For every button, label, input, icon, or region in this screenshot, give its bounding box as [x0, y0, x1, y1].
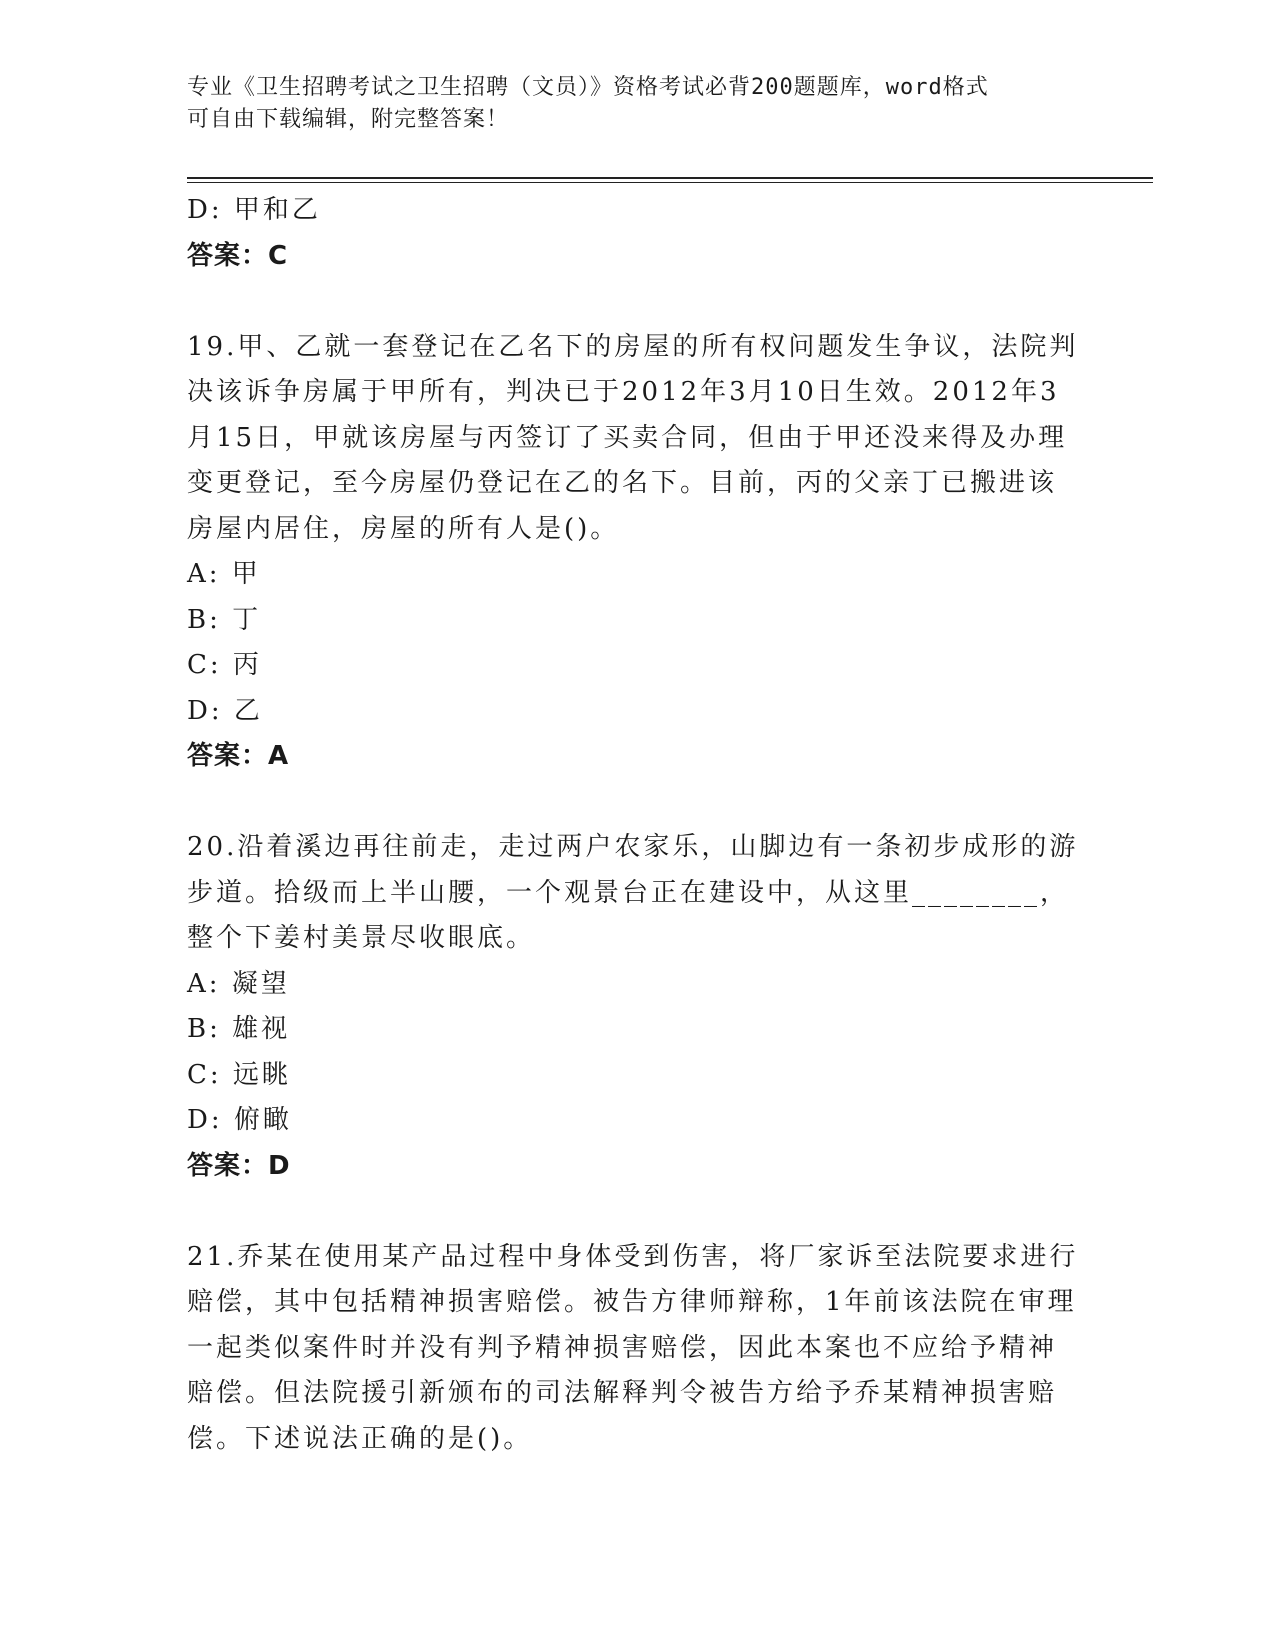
option-c: C: 丙 — [187, 650, 262, 680]
question-21 — [187, 1235, 1087, 1463]
answer-label: 答案：A — [187, 741, 290, 771]
question-20 — [187, 825, 1087, 1189]
question-text-line: 21.乔某在使用某产品过程中身体受到伤害，将厂家诉至法院要求进行 — [187, 1241, 1079, 1272]
question-text-line: 19.甲、乙就一套登记在乙名下的房屋的所有权问题发生争议，法院判 — [187, 331, 1079, 362]
option-c: C: 远眺 — [187, 1059, 291, 1090]
question-text-line: 赔偿，其中包括精神损害赔偿。被告方律师辩称，1年前该法院在审理 — [187, 1287, 1077, 1317]
header-divider — [187, 177, 1153, 179]
question-text-line: 变更登记，至今房屋仍登记在乙的名下。目前，丙的父亲丁已搬进该 — [187, 468, 1058, 498]
spacer — [187, 780, 1087, 826]
option-d: D: 俯瞰 — [187, 1105, 292, 1135]
answer-label: 答案：D — [187, 1150, 291, 1181]
question-19 — [187, 325, 1087, 780]
question-text-line: 决该诉争房属于甲所有，判决已于2012年3月10日生效。2012年3 — [187, 377, 1060, 407]
spacer — [187, 1189, 1087, 1235]
question-text-line: 偿。下述说法正确的是()。 — [187, 1423, 533, 1454]
question-content — [187, 188, 1087, 1462]
option-b: B: 丁 — [187, 604, 262, 635]
option-d: D: 乙 — [187, 695, 263, 726]
question-text-line: 月15日，甲就该房屋与丙签订了买卖合同，但由于甲还没来得及办理 — [187, 422, 1068, 453]
document-header — [187, 72, 1067, 136]
option-a: A: 凝望 — [187, 968, 290, 999]
question-text-line: 一起类似案件时并没有判予精神损害赔偿，因此本案也不应给予精神 — [187, 1332, 1058, 1363]
question-text-line: 步道。拾级而上半山腰，一个观景台正在建设中，从这里________， — [187, 877, 1070, 908]
header-line-2: 可自由下载编辑，附完整答案！ — [187, 107, 510, 132]
spacer — [187, 279, 1087, 325]
header-line-1: 专业《卫生招聘考试之卫生招聘（文员）》资格考试必背200题题库，word格式 — [187, 75, 989, 100]
question-text-line: 房屋内居住，房屋的所有人是()。 — [187, 513, 620, 544]
answer-label: 答案：C — [187, 240, 289, 271]
option-b: B: 雄视 — [187, 1014, 291, 1044]
header-divider-thin — [187, 182, 1153, 183]
question-text-line: 赔偿。但法院援引新颁布的司法解释判令被告方给予乔某精神损害赔 — [187, 1378, 1058, 1408]
question-text-line: 20.沿着溪边再往前走，走过两户农家乐，山脚边有一条初步成形的游 — [187, 832, 1079, 862]
option-d: D: 甲和乙 — [187, 195, 321, 225]
option-a: A: 甲 — [187, 559, 261, 589]
question-text-line: 整个下姜村美景尽收眼底。 — [187, 923, 536, 953]
